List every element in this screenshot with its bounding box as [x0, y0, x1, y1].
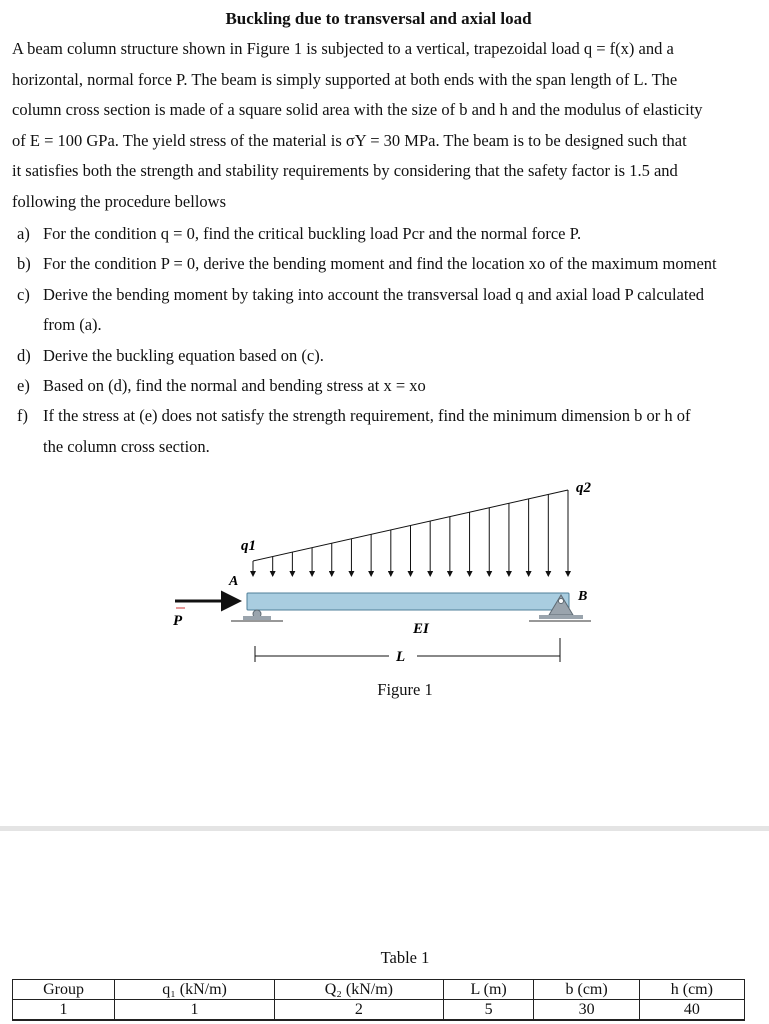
table-header-row: [13, 980, 745, 1000]
table-header-cell: b (cm): [534, 980, 639, 1000]
label-a: A: [229, 574, 239, 589]
table-header-cell: h (cm): [639, 980, 744, 1000]
table-cell: 40: [639, 1000, 744, 1021]
parameter-table: [12, 979, 745, 1021]
item-text: For the condition P = 0, derive the bending moment and find the location xo of the maximum moment: [43, 254, 717, 274]
item-text: Derive the bending moment by taking into account the transversal load q and axial load P calculated: [43, 284, 705, 304]
item-label: e): [17, 376, 30, 396]
table-header-cell: Group: [13, 980, 115, 1000]
table-cell: 1: [115, 1000, 275, 1021]
beam-diagram: [165, 470, 605, 685]
intro-line: A beam column structure shown in Figure 1 is subjected to a vertical, trapezoidal load q = f(x) and a: [12, 39, 674, 58]
label-b: B: [578, 589, 588, 604]
list-item: [12, 249, 752, 279]
label-p: P: [173, 613, 183, 629]
item-text: from (a).: [43, 315, 102, 335]
item-label: a): [17, 224, 30, 243]
item-text: If the stress at (e) does not satisfy the strength requirement, find the minimum dimension b or h of: [43, 406, 691, 426]
table-cell: 2: [275, 1000, 444, 1021]
page-title: Buckling due to transversal and axial load: [225, 9, 532, 28]
beam: [247, 593, 569, 610]
figure-caption: Figure 1: [377, 680, 433, 699]
intro-paragraph: [12, 34, 746, 218]
pin-support-a: [231, 610, 283, 621]
list-item: [12, 280, 752, 341]
procedure-list: [12, 219, 752, 462]
beam-figure: [165, 470, 605, 685]
intro-line: it satisfies both the strength and stability requirements by considering that the safety factor is 1.5 and: [12, 161, 678, 181]
table-cell: 1: [13, 1000, 115, 1021]
list-item: [12, 341, 752, 371]
table-caption: Table 1: [380, 948, 430, 967]
item-text: Based on (d), find the normal and bending stress at x = xo: [43, 376, 426, 396]
table-header-cell: q₁ (kN/m): [115, 980, 275, 1000]
list-item: [12, 219, 752, 249]
table-cell: 30: [534, 1000, 639, 1021]
intro-line: of E = 100 GPa. The yield stress of the material is σY = 30 MPa. The beam is to be designed such that: [12, 130, 687, 150]
item-text: Derive the buckling equation based on (c).: [43, 345, 324, 365]
list-item: [12, 401, 752, 462]
span-dimension: [255, 638, 560, 662]
item-text: the column cross section.: [43, 436, 210, 456]
item-label: f): [17, 406, 28, 426]
item-label: c): [17, 284, 30, 304]
table-header-cell: Q₂ (kN/m): [275, 980, 444, 1000]
item-text: For the condition q = 0, find the critical buckling load Pcr and the normal force P.: [43, 224, 582, 243]
label-q2: q2: [576, 480, 591, 496]
table-header-cell: L (m): [443, 980, 534, 1000]
load-arrows: [253, 490, 568, 576]
label-ei: EI: [413, 621, 429, 637]
intro-line: horizontal, normal force P. The beam is simply supported at both ends with the span length of L. The: [12, 69, 678, 89]
label-l: L: [396, 649, 406, 665]
item-label: d): [17, 345, 31, 365]
page-divider: [0, 826, 769, 831]
intro-line: following the procedure bellows: [12, 191, 226, 211]
label-q1: q1: [241, 538, 256, 554]
item-label: b): [17, 254, 31, 274]
intro-line: column cross section is made of a square solid area with the size of b and h and the modulus of elasticity: [12, 100, 703, 120]
table-cell: 5: [443, 1000, 534, 1021]
list-item: [12, 371, 752, 401]
table-row: [13, 1000, 745, 1021]
